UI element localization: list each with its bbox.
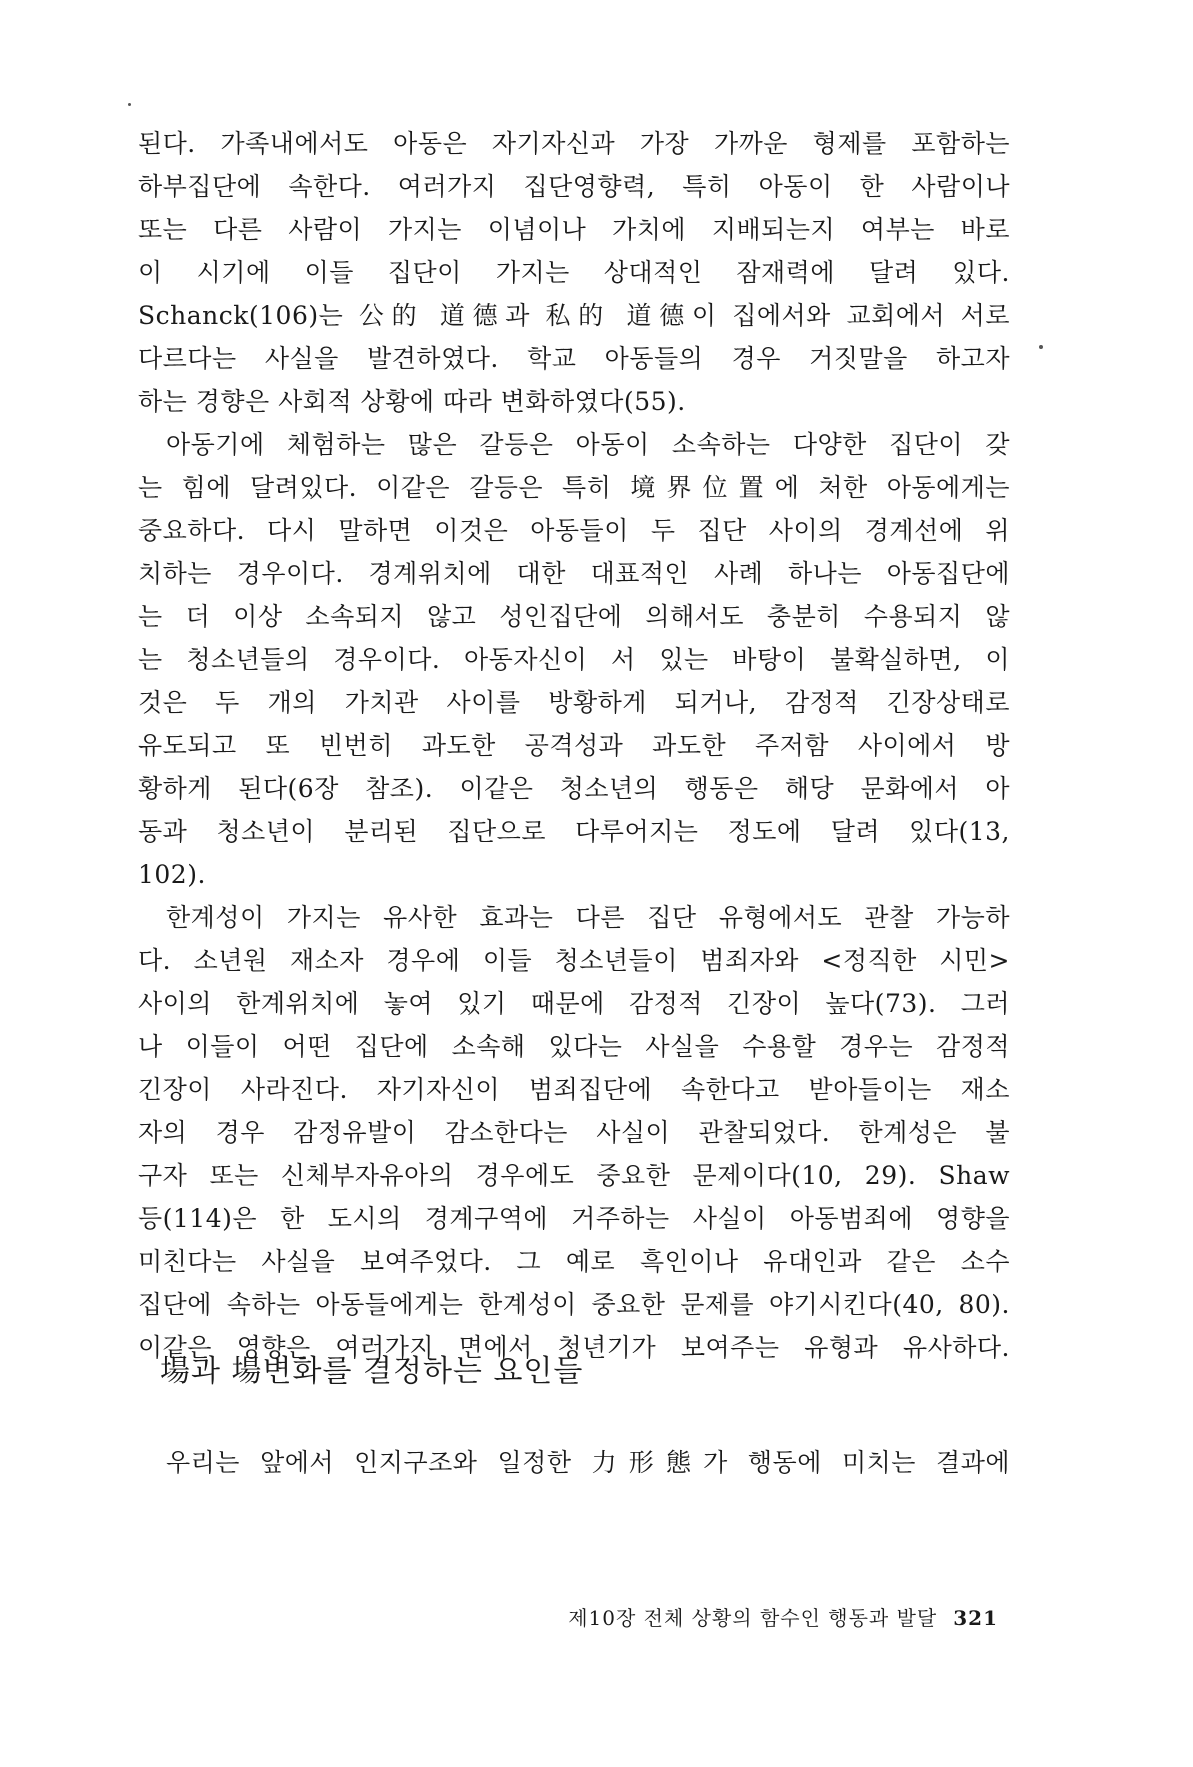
body-line: 집단에 속하는 아동들에게는 한계성이 중요한 문제를 야기시킨다(40, 80). <box>138 1290 1010 1319</box>
body-line: 이 시기에 이들 집단이 가지는 상대적인 잠재력에 달려 있다. <box>138 258 1010 287</box>
body-text-block <box>138 1441 1010 1484</box>
body-line: 는 더 이상 소속되지 않고 성인집단에 의해서도 충분히 수용되지 않 <box>138 602 1010 631</box>
page-footer <box>568 1602 998 1631</box>
body-line: 등(114)은 한 도시의 경계구역에 거주하는 사실이 아동범죄에 영향을 <box>138 1204 1010 1233</box>
page-number: 321 <box>953 1606 998 1630</box>
body-line: 다르다는 사실을 발견하였다. 학교 아동들의 경우 거짓말을 하고자 <box>138 344 1010 373</box>
body-line: 것은 두 개의 가치관 사이를 방황하게 되거나, 감정적 긴장상태로 <box>138 688 1010 717</box>
body-line: 는 청소년들의 경우이다. 아동자신이 서 있는 바탕이 불확실하면, 이 <box>138 645 1010 674</box>
body-line: 102). <box>138 860 206 889</box>
body-line: 우리는 앞에서 인지구조와 일정한 力形態가 행동에 미치는 결과에 <box>166 1448 1010 1477</box>
body-line: 자의 경우 감정유발이 감소한다는 사실이 관찰되었다. 한계성은 불 <box>138 1118 1010 1147</box>
body-line: 긴장이 사라진다. 자기자신이 범죄집단에 속한다고 받아들이는 재소 <box>138 1075 1010 1104</box>
body-line: Schanck(106)는 公的 道德과 私的 道德이 집에서와 교회에서 서로 <box>138 301 1010 330</box>
running-title: 제10장 전체 상황의 함수인 행동과 발달 <box>568 1606 938 1630</box>
body-line: 구자 또는 신체부자유아의 경우에도 중요한 문제이다(10, 29). Shaw <box>138 1161 1010 1190</box>
body-line: 동과 청소년이 분리된 집단으로 다루어지는 정도에 달려 있다(13, <box>138 817 1010 846</box>
body-line: 미친다는 사실을 보여주었다. 그 예로 흑인이나 유대인과 같은 소수 <box>138 1247 1010 1276</box>
body-line: 치하는 경우이다. 경계위치에 대한 대표적인 사례 하나는 아동집단에 <box>138 559 1010 588</box>
body-line: 다. 소년원 재소자 경우에 이들 청소년들이 범죄자와 <정직한 시민> <box>138 946 1010 975</box>
body-line: 황하게 된다(6장 참조). 이같은 청소년의 행동은 해당 문화에서 아 <box>138 774 1010 803</box>
body-line: 한계성이 가지는 유사한 효과는 다른 집단 유형에서도 관찰 가능하 <box>166 903 1010 932</box>
body-line: 사이의 한계위치에 놓여 있기 때문에 감정적 긴장이 높다(73). 그러 <box>138 989 1010 1018</box>
body-line: 유도되고 또 빈번히 과도한 공격성과 과도한 주저함 사이에서 방 <box>138 731 1010 760</box>
section-heading: 場과 場변화를 결정하는 요인들 <box>160 1354 584 1389</box>
body-line: 나 이들이 어떤 집단에 소속해 있다는 사실을 수용할 경우는 감정적 <box>138 1032 1010 1061</box>
body-line: 는 힘에 달려있다. 이같은 갈등은 특히 境界位置에 처한 아동에게는 <box>138 473 1010 502</box>
body-line: 이같은 영향은 여러가지 면에서 청년기가 보여주는 유형과 유사하다. <box>138 1333 1010 1362</box>
scan-speck <box>1039 345 1043 349</box>
body-line: 또는 다른 사람이 가지는 이념이나 가치에 지배되는지 여부는 바로 <box>138 215 1010 244</box>
scan-speck <box>128 103 131 106</box>
body-text-block <box>138 122 1010 1369</box>
body-line: 중요하다. 다시 말하면 이것은 아동들이 두 집단 사이의 경계선에 위 <box>138 516 1010 545</box>
body-line: 아동기에 체험하는 많은 갈등은 아동이 소속하는 다양한 집단이 갖 <box>166 430 1010 459</box>
body-line: 하는 경향은 사회적 상황에 따라 변화하였다(55). <box>138 387 686 416</box>
body-line: 하부집단에 속한다. 여러가지 집단영향력, 특히 아동이 한 사람이나 <box>138 172 1010 201</box>
body-line: 된다. 가족내에서도 아동은 자기자신과 가장 가까운 형제를 포함하는 <box>138 129 1010 158</box>
